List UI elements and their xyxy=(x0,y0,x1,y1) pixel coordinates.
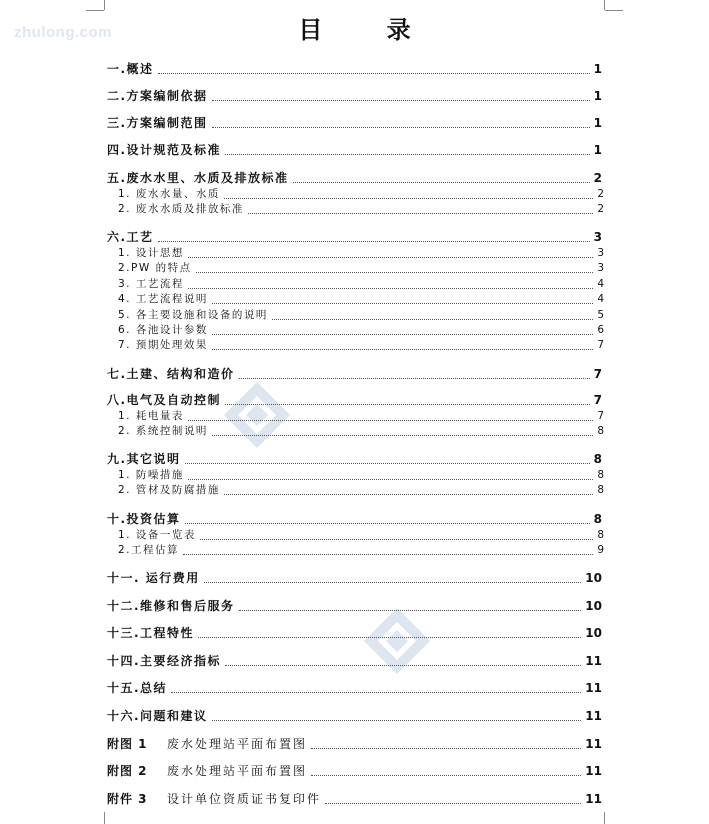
dot-leader xyxy=(188,478,593,480)
toc-subentry-label: 7. 预期处理效果 xyxy=(118,339,208,352)
dot-leader xyxy=(293,181,590,183)
toc-entry-page: 11 xyxy=(585,709,602,723)
toc-subentry-page: 4 xyxy=(597,293,604,306)
toc-subentry[interactable] xyxy=(118,201,604,216)
toc-entry-page: 8 xyxy=(593,512,602,526)
toc-entry[interactable] xyxy=(107,169,602,186)
dot-leader xyxy=(183,553,593,555)
toc-entry-label: 八.电气及自动控制 xyxy=(107,393,222,407)
toc-subentry[interactable] xyxy=(118,337,604,352)
toc-entry-page: 1 xyxy=(593,89,602,103)
toc-entry-label: 九.其它说明 xyxy=(107,452,181,466)
toc-subentry-page: 8 xyxy=(597,484,604,497)
toc-entry[interactable] xyxy=(107,114,602,131)
toc-subentry[interactable] xyxy=(118,291,604,306)
toc-subentry-label: 2. 系统控制说明 xyxy=(118,425,208,438)
toc-entry-page: 1 xyxy=(593,116,602,130)
toc-subentry-page: 8 xyxy=(597,425,604,438)
toc-entry-page: 11 xyxy=(585,681,602,695)
toc-subentry[interactable] xyxy=(118,527,604,542)
dot-leader xyxy=(200,538,593,540)
toc-subentry-page: 6 xyxy=(597,324,604,336)
dot-leader xyxy=(225,664,581,666)
toc-subentry[interactable] xyxy=(118,276,604,291)
toc-subentry[interactable] xyxy=(118,322,604,337)
toc-subentry[interactable] xyxy=(118,467,604,482)
toc-subentry-label: 2.工程估算 xyxy=(118,544,180,557)
dot-leader xyxy=(212,99,590,101)
toc-entry[interactable] xyxy=(107,391,602,408)
dot-leader xyxy=(311,774,581,776)
toc-entry[interactable] xyxy=(107,624,602,641)
dot-leader xyxy=(212,333,593,335)
toc-subentry-label: 1. 设计思想 xyxy=(118,247,184,259)
appendix-label: 废水处理站平面布置图 xyxy=(167,764,308,778)
toc-subentry[interactable] xyxy=(118,245,604,260)
dot-leader xyxy=(188,256,593,258)
toc-entry-page: 10 xyxy=(585,626,602,640)
toc-subentry-page: 8 xyxy=(597,529,604,541)
toc-entry-label: 三.方案编制范围 xyxy=(107,116,208,130)
toc-entry-page: 11 xyxy=(585,654,602,668)
toc-entry[interactable] xyxy=(107,60,602,77)
toc-entry[interactable] xyxy=(107,141,602,158)
toc-subentry[interactable] xyxy=(118,307,604,322)
toc-subentry-page: 5 xyxy=(597,308,604,321)
toc-subentry-page: 4 xyxy=(597,277,604,290)
toc-entry-page: 8 xyxy=(593,452,602,466)
toc-entry[interactable] xyxy=(107,679,602,696)
dot-leader xyxy=(212,302,593,304)
toc-subentry-page: 3 xyxy=(597,247,604,259)
toc-entry-label: 十二.维修和售后服务 xyxy=(107,599,235,613)
appendix-number: 附图 1 xyxy=(107,737,148,751)
toc-entry-label: 二.方案编制依据 xyxy=(107,89,208,103)
toc-entry-page: 2 xyxy=(593,171,602,185)
toc-subentry-page: 3 xyxy=(597,262,604,275)
dot-leader xyxy=(224,493,593,495)
toc-entry-label: 十五.总结 xyxy=(107,681,168,695)
dot-leader xyxy=(196,271,594,273)
toc-subentry[interactable] xyxy=(118,260,604,275)
toc-entry[interactable] xyxy=(107,365,602,382)
dot-leader xyxy=(225,403,590,405)
toc-subentry[interactable] xyxy=(118,186,604,201)
toc-subentry-page: 8 xyxy=(597,469,604,481)
toc-entry-page: 7 xyxy=(593,393,602,407)
dot-leader xyxy=(185,462,590,464)
toc-entry-label: 十.投资估算 xyxy=(107,512,181,526)
dot-leader xyxy=(188,287,593,289)
toc-entry-label: 一.概述 xyxy=(107,62,154,76)
toc-subentry[interactable] xyxy=(118,408,604,423)
appendix-page: 11 xyxy=(585,764,602,778)
appendix-number: 附图 2 xyxy=(107,764,148,778)
dot-leader xyxy=(272,318,593,320)
appendix-label: 设计单位资质证书复印件 xyxy=(167,792,322,806)
appendix-number: 附件 3 xyxy=(107,792,148,806)
toc-subentry[interactable] xyxy=(118,482,604,497)
dot-leader xyxy=(158,240,590,242)
toc-subentry-label: 2.PW 的特点 xyxy=(118,262,192,275)
toc-entry[interactable] xyxy=(107,597,602,614)
toc-subentry-label: 2. 管材及防腐措施 xyxy=(118,484,220,497)
toc-entry-label: 十三.工程特性 xyxy=(107,626,195,640)
toc-subentry-page: 7 xyxy=(597,410,604,422)
dot-leader xyxy=(311,747,581,749)
dot-leader xyxy=(198,636,581,638)
toc-entry[interactable] xyxy=(107,87,602,104)
dot-leader xyxy=(212,719,582,721)
toc-entry-page: 1 xyxy=(593,143,602,157)
dot-leader xyxy=(325,802,581,804)
appendix-label: 废水处理站平面布置图 xyxy=(167,737,308,751)
toc-entry-label: 七.土建、结构和造价 xyxy=(107,367,235,381)
toc-entry-label: 十一. 运行费用 xyxy=(107,571,200,585)
toc-entry-label: 六.工艺 xyxy=(107,230,154,244)
toc-subentry[interactable] xyxy=(118,542,604,557)
toc-entry[interactable] xyxy=(107,510,602,527)
dot-leader xyxy=(239,609,582,611)
page-title: 目 录 xyxy=(298,15,439,44)
toc-entry-label: 四.设计规范及标准 xyxy=(107,143,222,157)
appendix-page: 11 xyxy=(585,792,602,806)
dot-leader xyxy=(171,691,581,693)
toc-entry[interactable] xyxy=(107,450,602,467)
toc-subentry-page: 7 xyxy=(597,339,604,352)
toc-subentry-label: 6. 各池设计参数 xyxy=(118,324,208,336)
toc-subentry-label: 1. 废水水量、水质 xyxy=(118,188,220,200)
dot-leader xyxy=(204,581,582,583)
toc-subentry-label: 1. 耗电量表 xyxy=(118,410,184,422)
dot-leader xyxy=(239,377,590,379)
toc-entry-page: 7 xyxy=(593,367,602,381)
toc-entry-page: 10 xyxy=(585,599,602,613)
toc-entry-page: 3 xyxy=(593,230,602,244)
toc-entry-page: 1 xyxy=(593,62,602,76)
toc-subentry-page: 2 xyxy=(597,203,604,216)
toc-subentry-label: 2. 废水水质及排放标准 xyxy=(118,203,244,216)
toc-subentry-label: 5. 各主要设施和设备的说明 xyxy=(118,308,268,321)
toc-entry[interactable] xyxy=(107,569,602,586)
toc-subentry[interactable] xyxy=(118,423,604,438)
toc-entry[interactable] xyxy=(107,707,602,724)
toc-entry[interactable] xyxy=(107,228,602,245)
dot-leader xyxy=(225,153,590,155)
watermark-text: zhulong.com xyxy=(14,24,112,41)
dot-leader xyxy=(212,126,590,128)
toc-subentry-label: 4. 工艺流程说明 xyxy=(118,293,208,306)
dot-leader xyxy=(248,212,593,214)
toc-subentry-page: 9 xyxy=(597,544,604,557)
dot-leader xyxy=(212,434,593,436)
appendix-entry[interactable] xyxy=(107,735,602,752)
toc-entry-label: 十四.主要经济指标 xyxy=(107,654,222,668)
toc-subentry-label: 1. 设备一览表 xyxy=(118,529,196,541)
dot-leader xyxy=(185,522,590,524)
toc-subentry-label: 3. 工艺流程 xyxy=(118,277,184,290)
dot-leader xyxy=(158,72,590,74)
appendix-entry[interactable] xyxy=(107,762,602,779)
appendix-page: 11 xyxy=(585,737,602,751)
appendix-entry[interactable] xyxy=(107,790,602,807)
toc-entry-label: 五.废水水里、水质及排放标准 xyxy=(107,171,289,185)
toc-subentry-label: 1. 防噪措施 xyxy=(118,469,184,481)
toc-subentry-page: 2 xyxy=(597,188,604,200)
toc-entry[interactable] xyxy=(107,652,602,669)
toc-entry-label: 十六.问题和建议 xyxy=(107,709,208,723)
dot-leader xyxy=(224,197,593,199)
toc-entry-page: 10 xyxy=(585,571,602,585)
dot-leader xyxy=(188,419,593,421)
dot-leader xyxy=(212,348,593,350)
